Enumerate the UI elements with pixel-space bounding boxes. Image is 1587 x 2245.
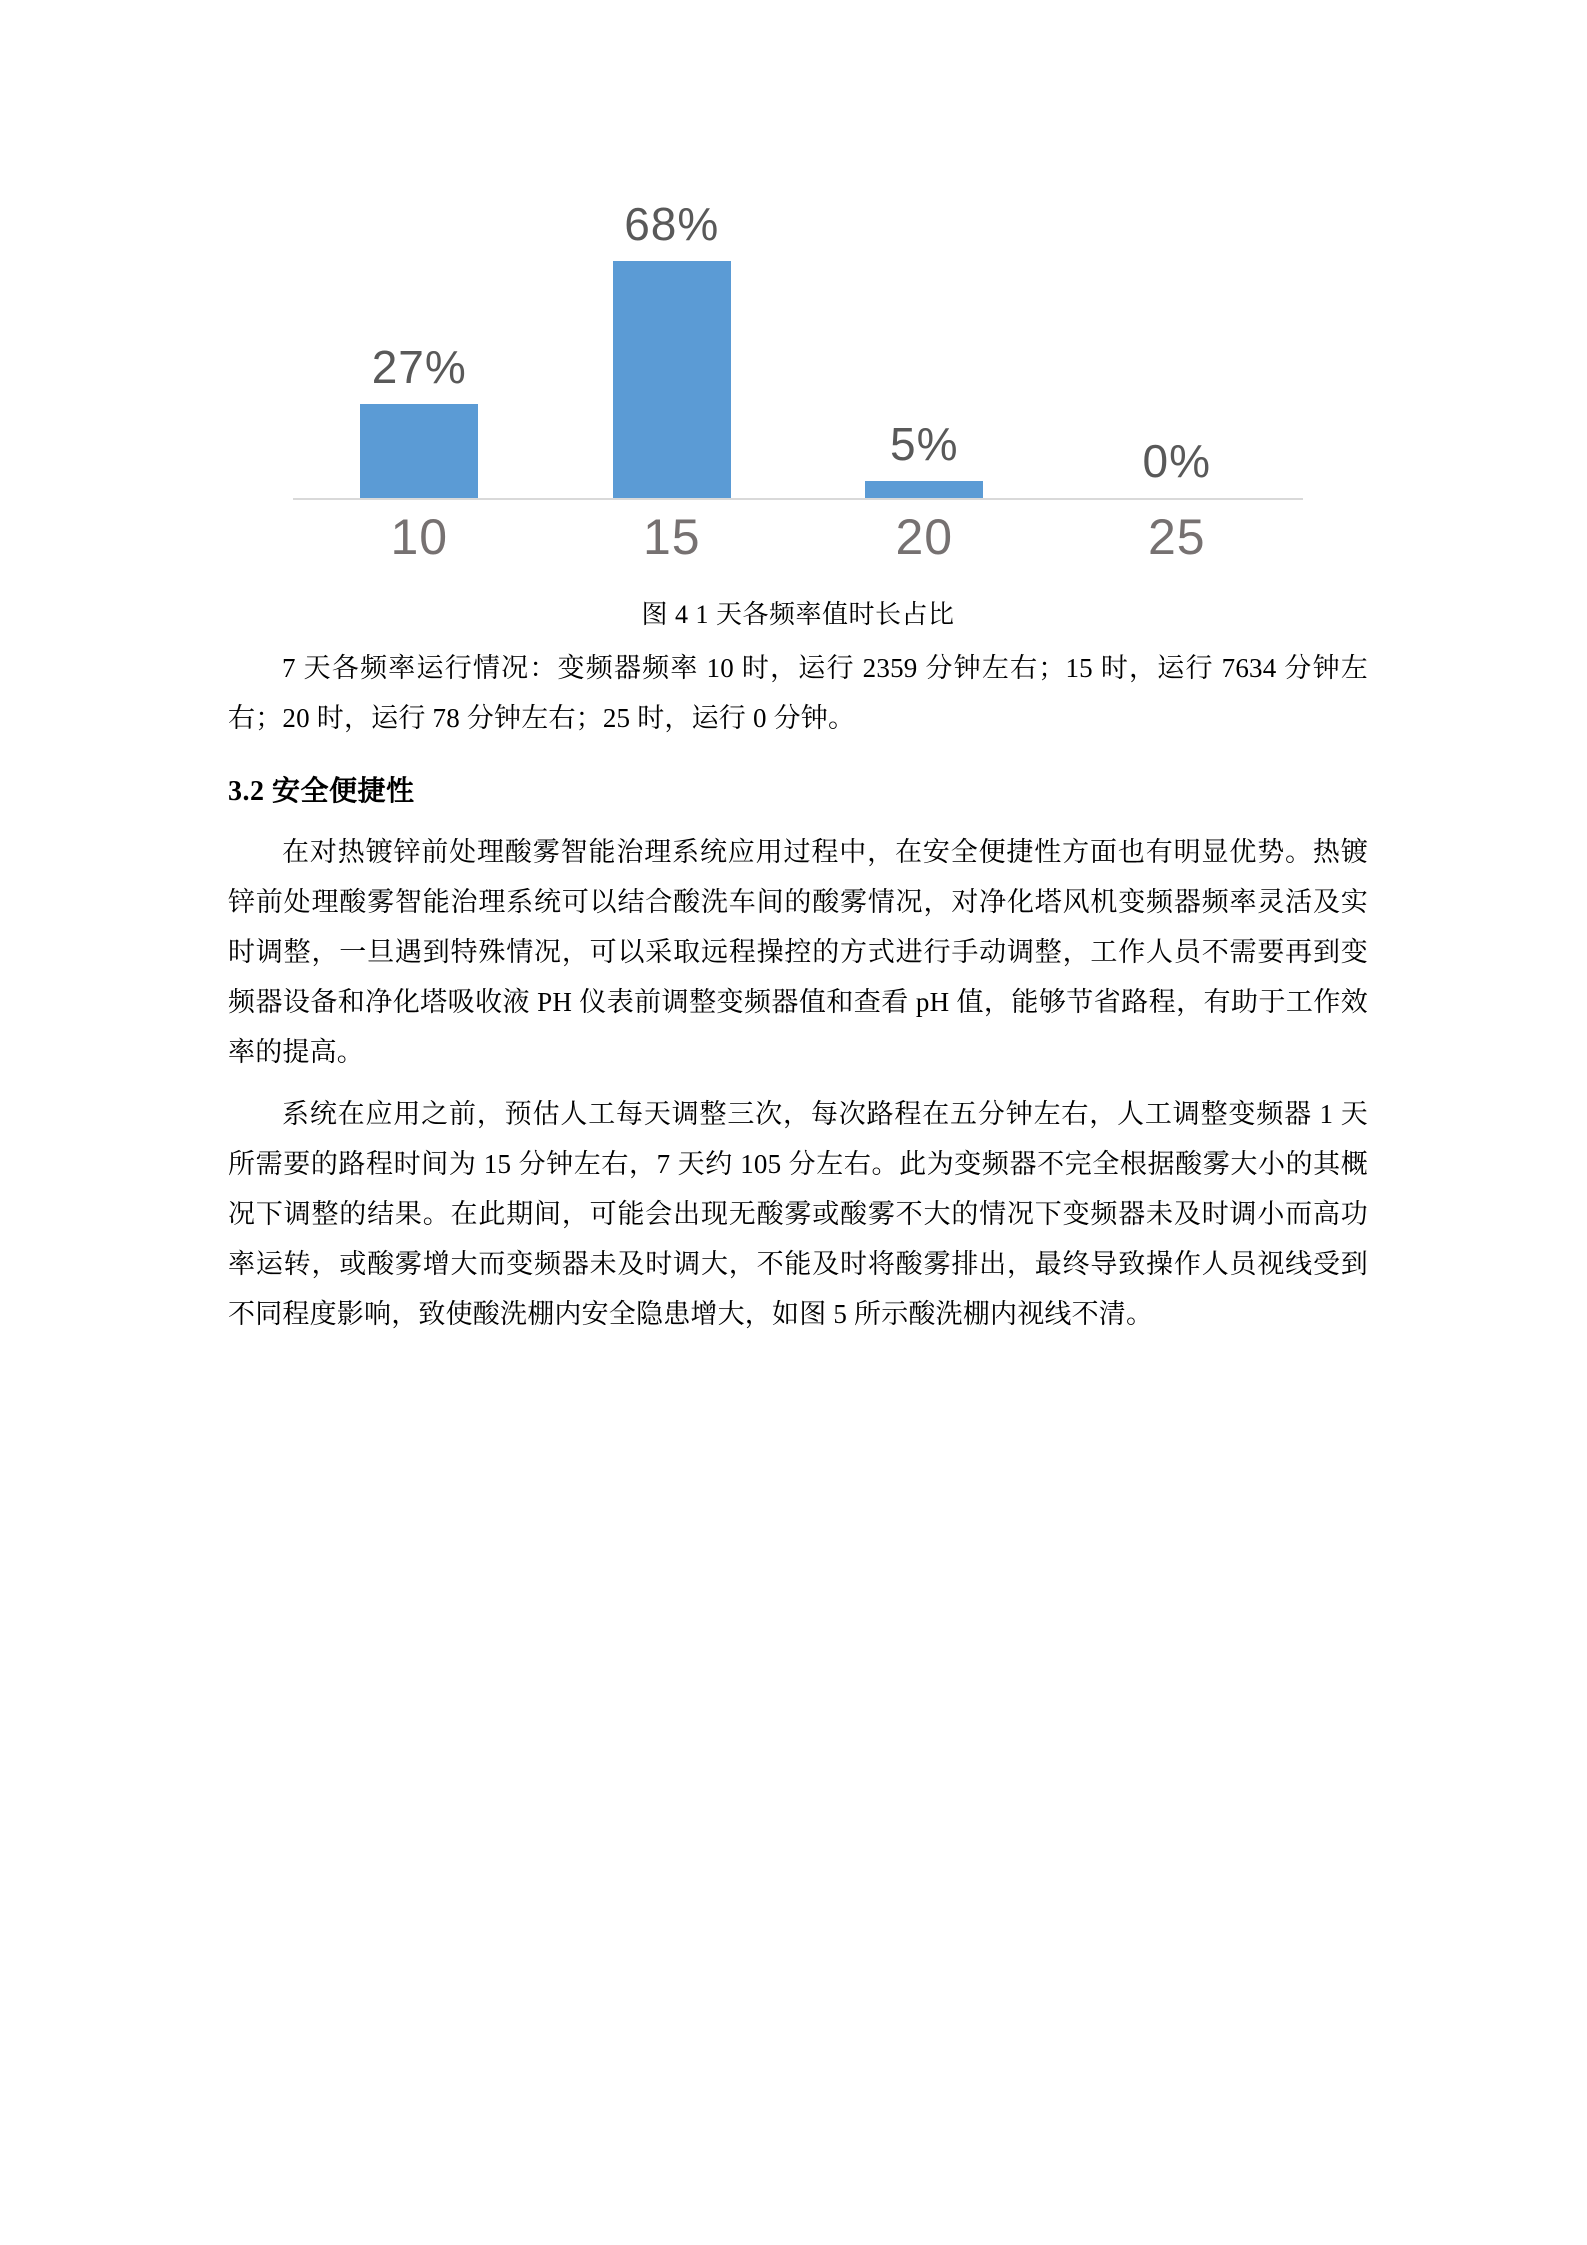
bar-chart xyxy=(278,150,1318,570)
bar xyxy=(865,481,983,498)
paragraph-safety-convenience: 在对热镀锌前处理酸雾智能治理系统应用过程中，在安全便捷性方面也有明显优势。热镀锌前处理酸雾智能治理系统可以结合酸洗车间的酸雾情况，对净化塔风机变频器频率灵活及实时调整，一旦遇到特殊情况，可以采取远程操控的方式进行手动调整，工作人员不需要再到变频器设备和净化塔吸收液 PH 仪表前调整变频器值和查看 pH 值，能够节省路程，有助于工作效率的提高。 xyxy=(228,837,1368,1067)
figure-caption: 图 4 1 天各频率值时长占比 xyxy=(641,600,955,629)
bar-slot xyxy=(798,150,1051,498)
x-tick-label: 15 xyxy=(642,509,701,565)
chart-plot-area xyxy=(293,150,1303,500)
bar xyxy=(360,404,478,498)
bar-value-label: 5% xyxy=(890,417,959,470)
bar-slot xyxy=(1051,150,1304,498)
bar-value-label: 27% xyxy=(371,341,467,394)
bar-slot xyxy=(546,150,799,498)
paragraph-frequency-runtime: 7 天各频率运行情况：变频器频率 10 时，运行 2359 分钟左右；15 时，运行 7634 分钟左右；20 时，运行 78 分钟左右；25 时，运行 0 分钟。 xyxy=(228,653,1368,733)
bar xyxy=(613,261,731,498)
bar-slot xyxy=(293,150,546,498)
bar-value-label: 0% xyxy=(1142,435,1211,487)
x-tick-label: 25 xyxy=(1147,509,1206,565)
page-content xyxy=(228,60,1368,1339)
chart-bars xyxy=(293,150,1303,498)
paragraph-manual-adjustment: 系统在应用之前，预估人工每天调整三次，每次路程在五分钟左右，人工调整变频器 1 天所需要的路程时间为 15 分钟左右，7 天约 105 分左右。此为变频器不完全根据酸雾大小的其概况下调整的结果。在此期间，可能会出现无酸雾或酸雾不大的情况下变频器未及时调小而高功率运转，或酸雾增大而变频器未及时调大，不能及时将酸雾排出，最终导致操作人员视线受到不同程度影响，致使酸洗棚内安全隐患增大，如图 5 所示酸洗棚内视线不清。 xyxy=(228,1099,1368,1329)
figure-4 xyxy=(278,60,1318,631)
x-axis-tick-labels xyxy=(293,504,1303,570)
x-tick-label: 10 xyxy=(390,509,449,565)
x-axis-line xyxy=(293,498,1303,500)
x-tick-label: 20 xyxy=(895,509,954,565)
bar-value-label: 68% xyxy=(624,198,720,251)
heading-section-3-2: 3.2 安全便捷性 xyxy=(228,776,415,807)
